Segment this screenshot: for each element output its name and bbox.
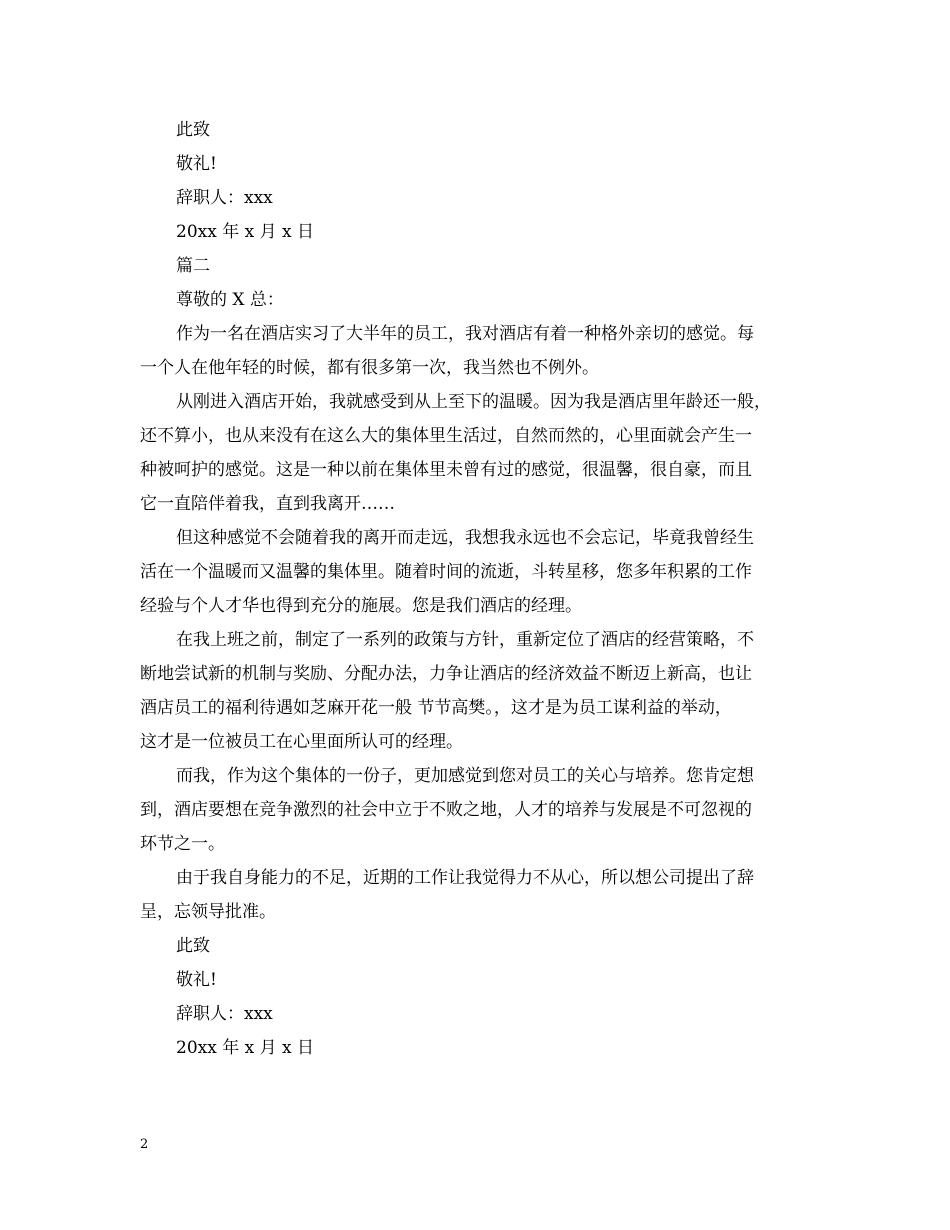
paragraph-line: 作为一名在酒店实习了大半年的员工，我对酒店有着一种格外亲切的感觉。每: [176, 324, 754, 344]
paragraph-line: 酒店员工的福利待遇如芝麻开花一般 节节高樊。，这才是为员工谋利益的举动，: [140, 698, 732, 718]
closing-regards: 敬礼!: [176, 970, 217, 990]
paragraph-line: 但这种感觉不会随着我的离开而走远，我想我永远也不会忘记，毕竟我曾经生: [176, 528, 754, 548]
date-line: 20xx 年 x 月 x 日: [176, 1038, 315, 1058]
section-heading: 篇二: [176, 256, 210, 276]
signature-line: 辞职人：xxx: [176, 188, 273, 208]
paragraph-line: 由于我自身能力的不足，近期的工作让我觉得力不从心，所以想公司提出了辞: [176, 868, 754, 888]
paragraph-line: 而我，作为这个集体的一份子，更加感觉到您对员工的关心与培养。您肯定想: [176, 766, 754, 786]
paragraph-line: 断地尝试新的机制与奖励、分配办法，力争让酒店的经济效益不断迈上新高，也让: [140, 664, 752, 684]
paragraph-line: 种被呵护的感觉。这是一种以前在集体里未曾有过的感觉，很温馨，很自豪，而且: [140, 460, 752, 480]
paragraph-line: 从刚进入酒店开始，我就感受到从上至下的温暖。因为我是酒店里年龄还一般，: [176, 392, 771, 412]
paragraph-line: 这才是一位被员工在心里面所认可的经理。: [140, 732, 463, 752]
paragraph-line: 到，酒店要想在竞争激烈的社会中立于不败之地，人才的培养与发展是不可忽视的: [140, 800, 752, 820]
closing-salutation: 此致: [176, 120, 210, 140]
greeting-line: 尊敬的 X 总：: [176, 290, 284, 310]
paragraph-line: 活在一个温暖而又温馨的集体里。随着时间的流逝，斗转星移，您多年积累的工作: [140, 562, 752, 582]
date-line: 20xx 年 x 月 x 日: [176, 222, 315, 242]
signature-line: 辞职人：xxx: [176, 1004, 273, 1024]
page-number: 2: [140, 1137, 149, 1152]
paragraph-line: 它一直陪伴着我，直到我离开……: [140, 494, 395, 514]
paragraph-line: 环节之一。: [140, 834, 225, 854]
paragraph-line: 一个人在他年轻的时候，都有很多第一次，我当然也不例外。: [140, 358, 599, 378]
paragraph-line: 呈，忘领导批准。: [140, 902, 276, 922]
closing-regards: 敬礼!: [176, 154, 217, 174]
closing-salutation: 此致: [176, 936, 210, 956]
paragraph-line: 在我上班之前，制定了一系列的政策与方针，重新定位了酒店的经营策略，不: [176, 630, 754, 650]
paragraph-line: 经验与个人才华也得到充分的施展。您是我们酒店的经理。: [140, 596, 582, 616]
paragraph-line: 还不算小，也从来没有在这么大的集体里生活过，自然而然的，心里面就会产生一: [140, 426, 752, 446]
